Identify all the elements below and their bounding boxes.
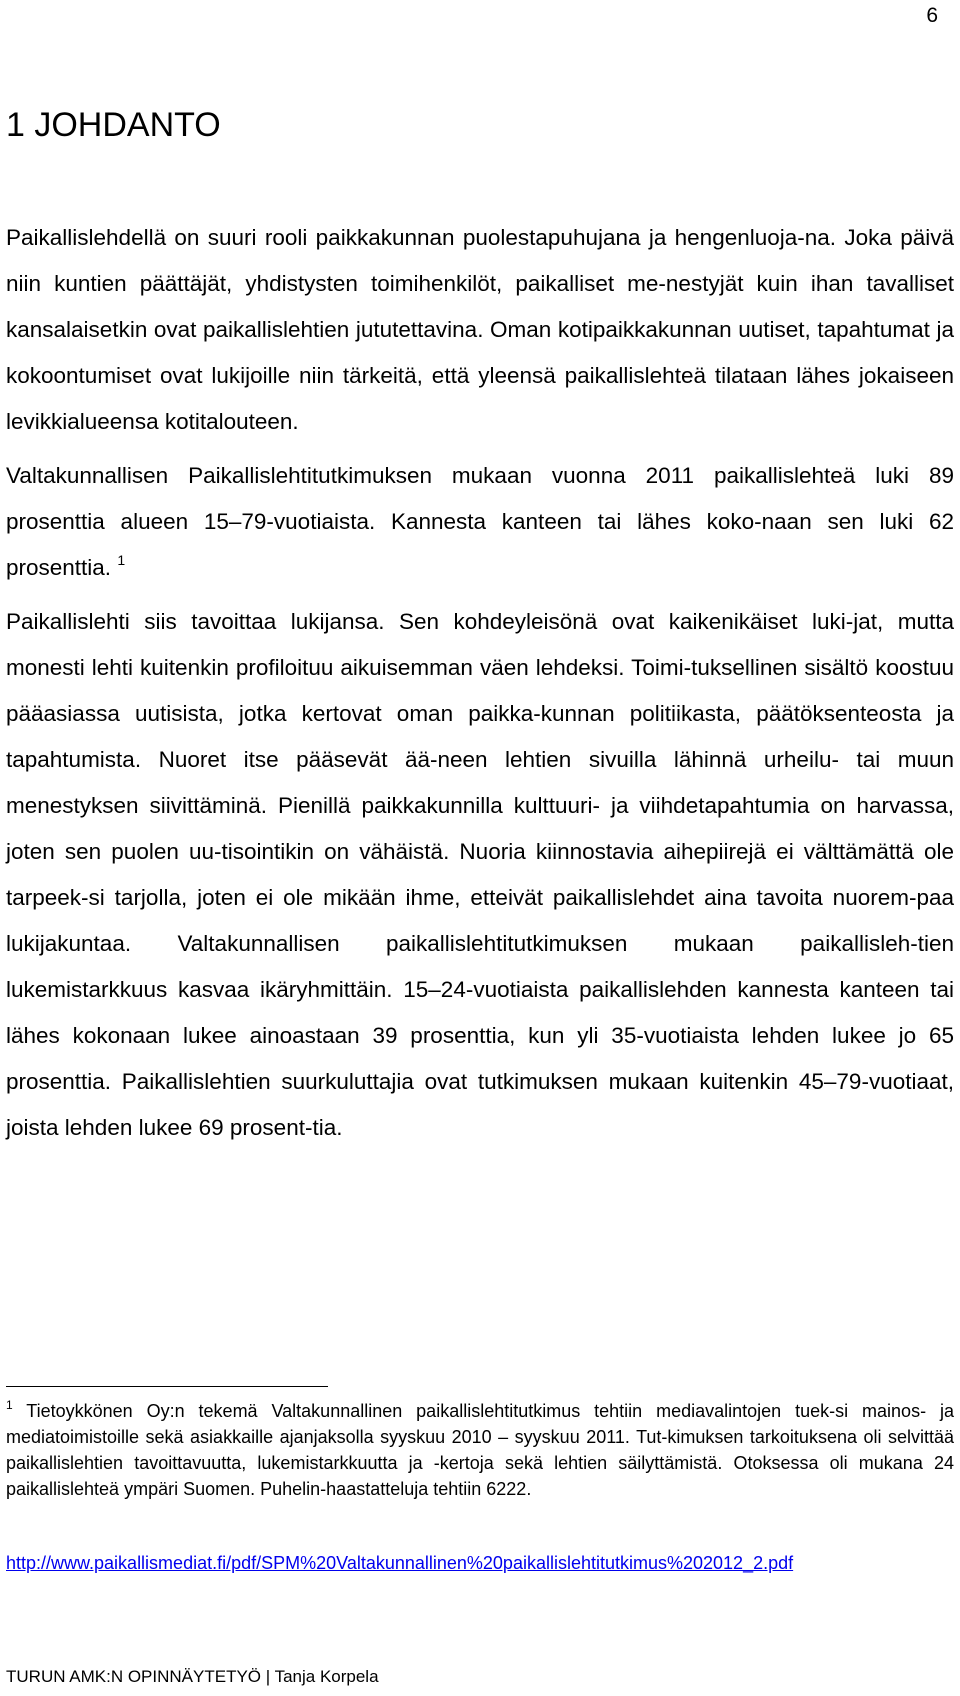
- paragraph-reach: Paikallislehti siis tavoittaa lukijansa. Sen kohdeyleisönä ovat kaikenikäiset luki-jat, mutta monesti lehti kuitenkin profiloituu aikuisemman väen lehdeksi. Toimi-tuksellinen sisältö koostuu pääasiassa uutisista, jotka kertovat oman paikka-kunnan politiikasta, päätöksenteosta ja tapahtumista. Nuoret itse pääsevät ää-neen lehtien sivuilla lähinnä urheilu- tai muun menestyksen siivittäminä. Pienillä paikkakunnilla kulttuuri- ja viihdetapahtumia on harvassa, joten sen puolen uu-tisointikin on vähäistä. Nuoria kiinnostavia aihepiirejä ei välttämättä ole tarpeek-si tarjolla, joten ei ole mikään ihme, etteivät paikallislehdet aina tavoita nuorem-paa lukijakuntaa. Valtakunnallisen paikallislehtitutkimuksen mukaan paikallisleh-tien lukemistarkkuus kasvaa ikäryhmittäin. 15–24-vuotiaista paikallislehden kannesta kanteen tai lähes kokonaan lukee ainoastaan 39 prosenttia, kun yli 35-vuotiaista lehden lukee jo 65 prosenttia. Paikallislehtien suurkuluttajia ovat tutkimuksen mukaan kuitenkin 45–79-vuotiaat, joista lehden lukee 69 prosent-tia.: [6, 609, 954, 1140]
- footnote-text: Tietoykkönen Oy:n tekemä Valtakunnallinen paikallislehtitutkimus tehtiin mediavalintojen tuek-si mainos- ja mediatoimistoille sekä asiakkaille ajanjaksolla syyskuu 2010 – syyskuu 2011. Tut-kimuksen tarkoituksena oli selvittää paikallislehtien tavoittavuutta, lukemistarkkuutta ja -kertoja sekä lehtien säilyttämistä. Otoksessa oli mukana 24 paikallislehteä ympäri Suomen. Puhelin-haastatteluja tehtiin 6222.: [6, 1401, 954, 1499]
- paragraph-survey: [6, 453, 954, 591]
- body-text: [6, 215, 954, 1159]
- paragraph-survey-text: Valtakunnallisen Paikallislehtitutkimuksen mukaan vuonna 2011 paikallislehteä luki 89 prosenttia alueen 15–79-vuotiaista. Kannesta kanteen tai lähes koko-naan sen luki 62 prosenttia.: [6, 463, 954, 580]
- footnote-divider: [6, 1386, 328, 1387]
- page-footer: TURUN AMK:N OPINNÄYTETYÖ | Tanja Korpela: [6, 1667, 379, 1686]
- footnote: [6, 1398, 954, 1502]
- paragraph-intro: Paikallislehdellä on suuri rooli paikkakunnan puolestapuhujana ja hengenluoja-na. Joka päivä niin kuntien päättäjät, yhdistysten toimihenkilöt, paikalliset me-nestyjät kuin ihan tavalliset kansalaisetkin ovat paikallislehtien jututettavina. Oman kotipaikkakunnan uutiset, tapahtumat ja kokoontumiset ovat lukijoille niin tärkeitä, että yleensä paikallislehteä tilataan lähes jokaiseen levikkialueensa kotitalouteen.: [6, 225, 954, 434]
- chapter-title: 1 JOHDANTO: [6, 106, 221, 144]
- footnote-source-link[interactable]: http://www.paikallismediat.fi/pdf/SPM%20Valtakunnallinen%20paikallislehtitutkimus%202012_2.pdf: [6, 1553, 794, 1573]
- footnote-marker: 1: [6, 1398, 13, 1412]
- footnote-reference[interactable]: 1: [117, 552, 126, 568]
- page-number: 6: [926, 4, 938, 27]
